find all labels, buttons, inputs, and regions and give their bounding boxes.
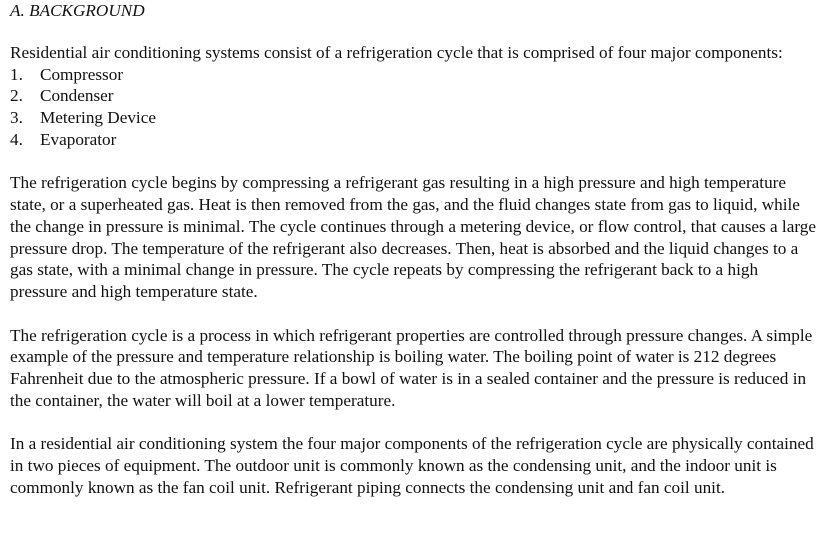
list-item-text: Metering Device: [40, 108, 156, 128]
list-item-number: 2.: [10, 86, 23, 106]
list-item: [10, 107, 817, 129]
list-item-number: 4.: [10, 129, 23, 149]
list-item-number: 3.: [10, 108, 23, 128]
intro-paragraph: Residential air conditioning systems consist of a refrigeration cycle that is comprised of four major components:: [10, 42, 783, 62]
list-item: [10, 85, 817, 107]
list-item-text: Compressor: [40, 64, 124, 84]
list-item-number: 1.: [10, 64, 23, 84]
paragraph-equipment: In a residential air conditioning system the four major components of the refrigeration cycle are physically contained in two pieces of equipment. The outdoor unit is commonly known as the condensing unit, and the indoor unit is commonly known as the fan coil unit. Refrigerant piping connects the condensing unit and fan coil unit.: [10, 434, 814, 497]
list-item: [10, 64, 817, 86]
paragraph-refrigeration-cycle: The refrigeration cycle begins by compressing a refrigerant gas resulting in a high pressure and high temperature state, or a superheated gas. Heat is then removed from the gas, and the fluid changes state from gas to liquid, while the change in pressure is minimal. The cycle continues through a metering device, or flow control, that causes a large pressure drop. The temperature of the refrigerant also decreases. Then, heat is absorbed and the liquid changes to a gas state, with a minimal change in pressure. The cycle repeats by compressing the refrigerant back to a high pressure and high temperature state.: [10, 173, 816, 302]
list-item-text: Evaporator: [40, 129, 117, 149]
paragraph-pressure-example: The refrigeration cycle is a process in which refrigerant properties are controlled through pressure changes. A simple example of the pressure and temperature relationship is boiling water. The boiling point of water is 212 degrees Fahrenheit due to the atmospheric pressure. If a bowl of water is in a sealed container and the pressure is reduced in the container, the water will boil at a lower temperature.: [10, 325, 813, 410]
components-list: [10, 64, 817, 151]
list-item: [10, 129, 817, 151]
section-heading: A. BACKGROUND: [10, 1, 145, 20]
list-item-text: Condenser: [40, 86, 114, 106]
